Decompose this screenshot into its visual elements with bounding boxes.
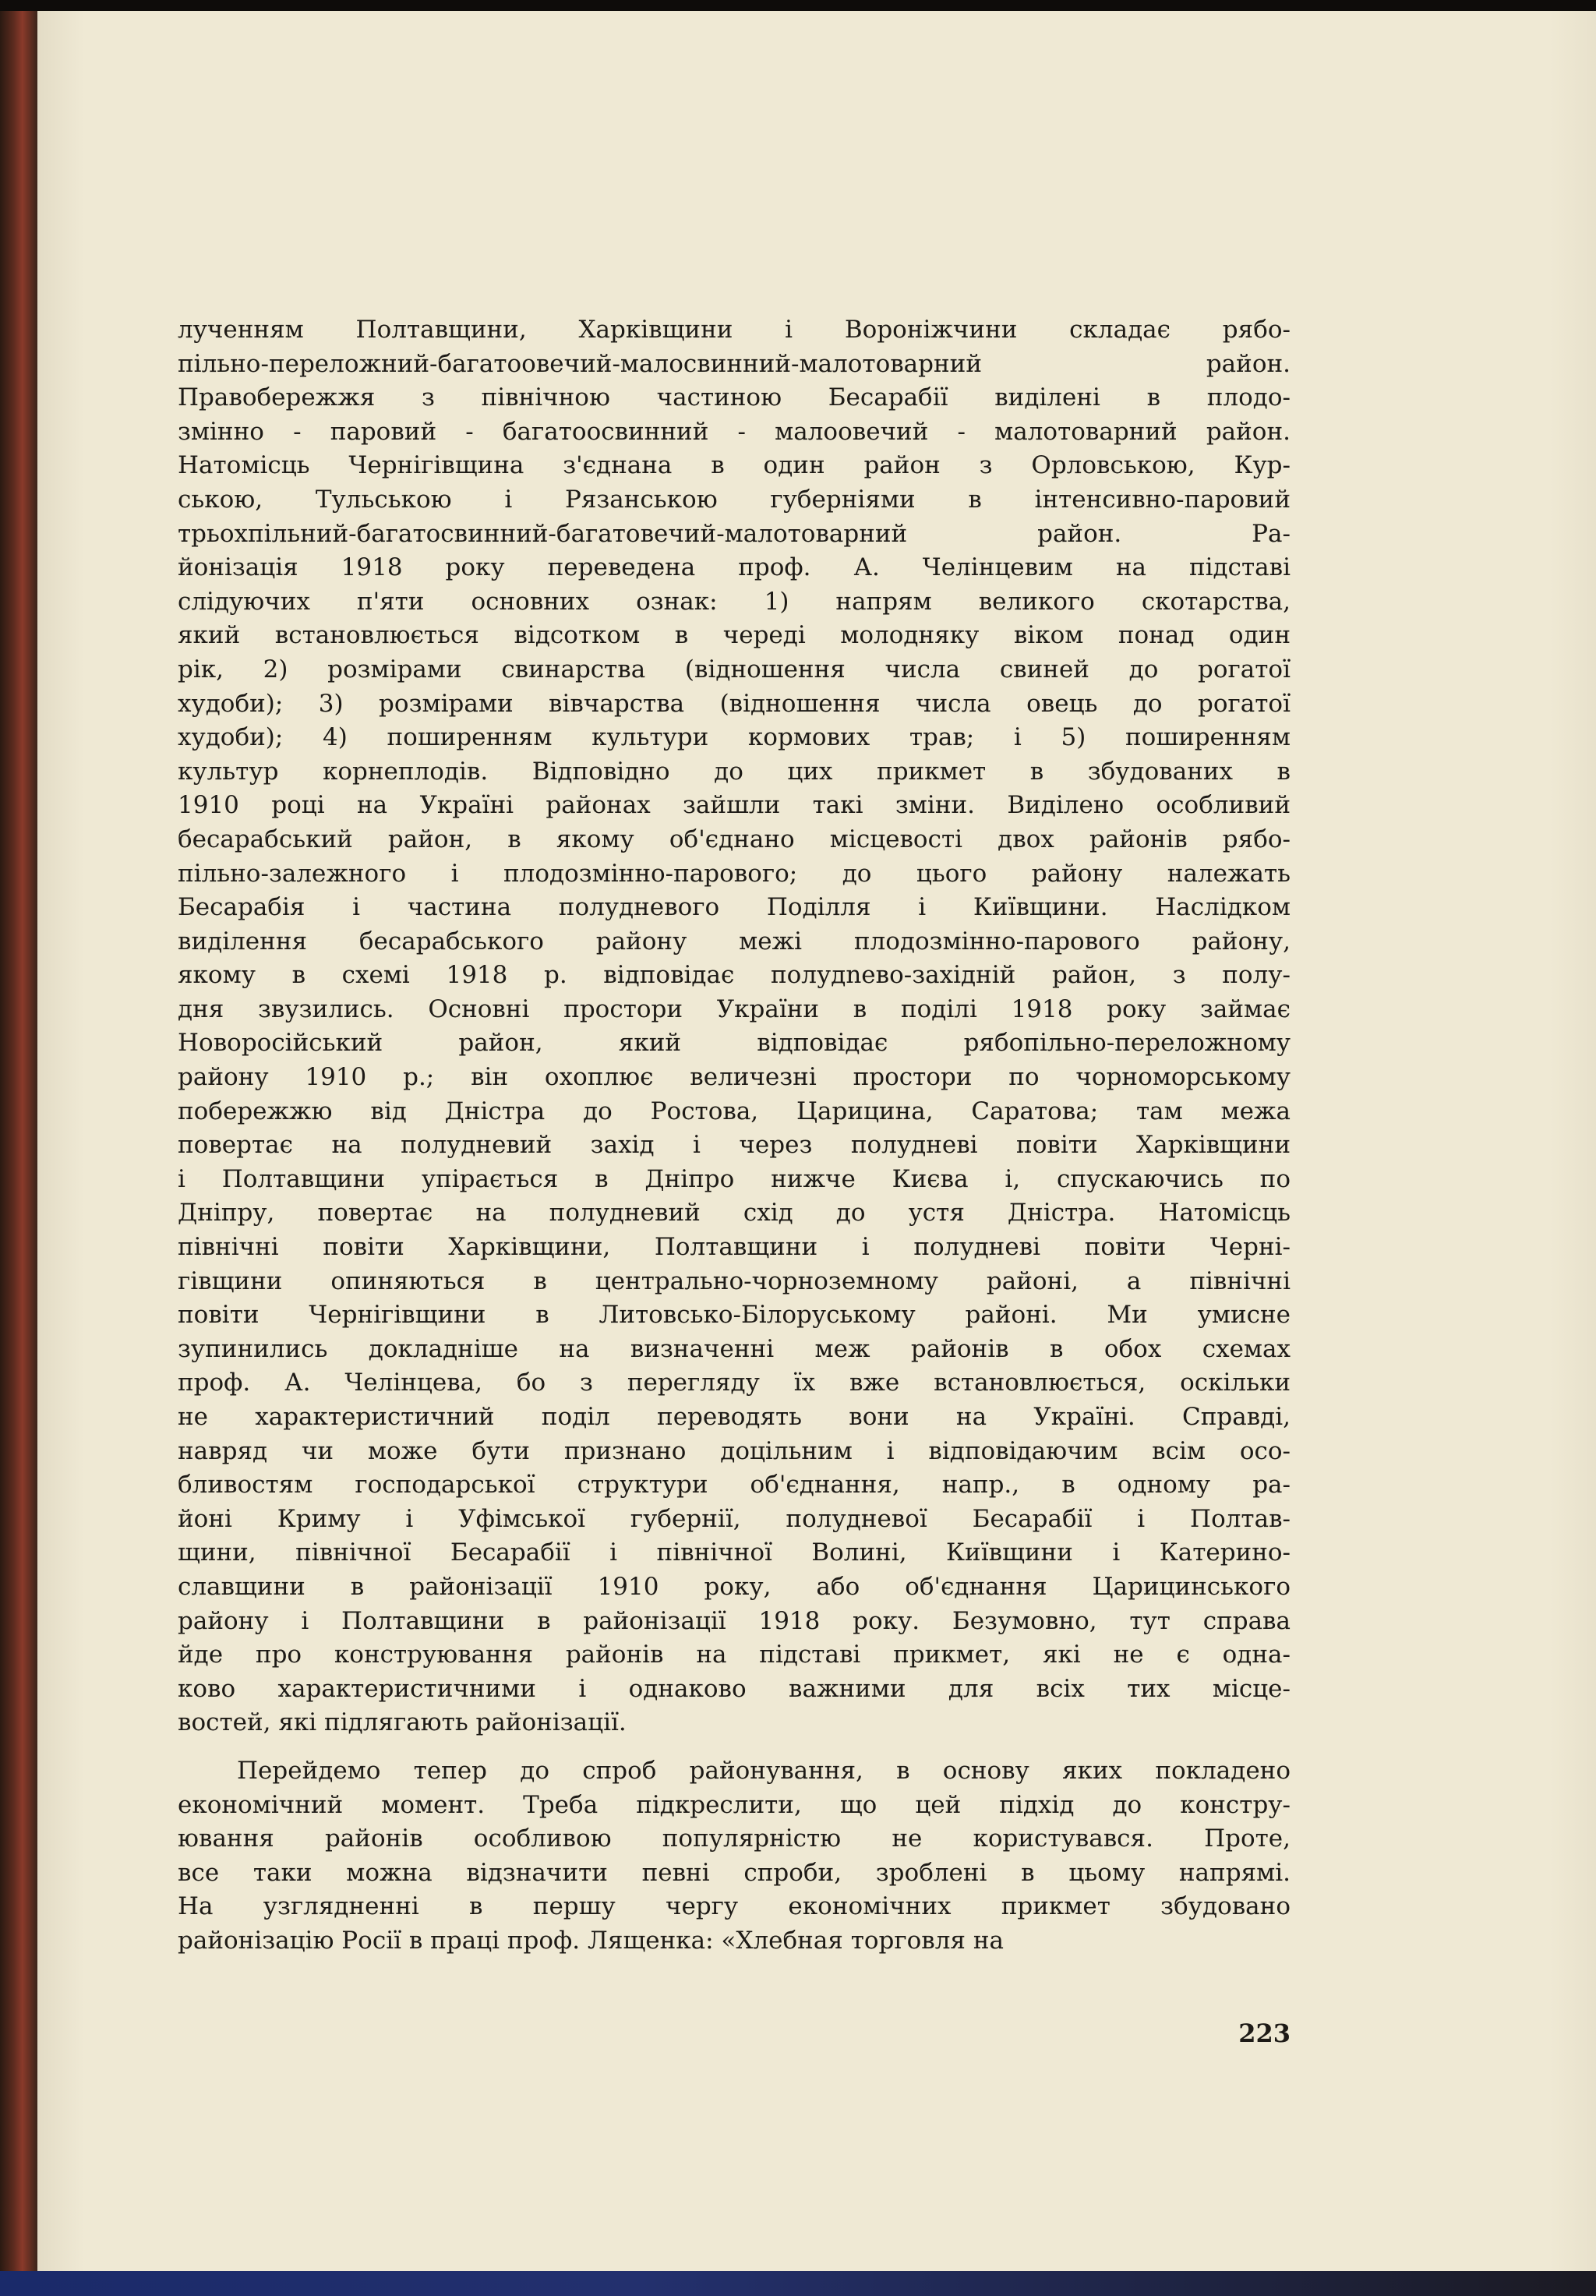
text-line: бесарабський район, в якому об'єднано місцевості двох районів рябо- xyxy=(178,825,1291,853)
text-line: району і Полтавщини в районізації 1918 року. Безумовно, тут справа xyxy=(178,1606,1291,1635)
text-line: Дніпру, повертає на полудневий схід до устя Дністра. Натомісць xyxy=(178,1199,1291,1227)
text-line: щини, північної Бесарабії і північної Волині, Київщини і Катерино- xyxy=(178,1538,1291,1567)
text-line: і Полтавщини упірається в Дніпро нижче Києва і, спускаючись по xyxy=(178,1164,1291,1193)
text-line: ково характеристичними і однаково важними для всіх тих місце- xyxy=(178,1674,1291,1703)
text-line: рік, 2) розмірами свинарства (відношення числа свиней до рогатої xyxy=(178,655,1291,684)
text-line: північні повіти Харківщини, Полтавщини і полудневі повіти Черні- xyxy=(178,1233,1291,1262)
text-line: проф. А. Челінцева, бо з перегляду їх вже встановлюється, оскільки xyxy=(178,1369,1291,1397)
scan-bottom-edge xyxy=(0,2271,1596,2296)
text-line: трьохпільний-багатосвинний-багатовечий-малотоварний район. Ра- xyxy=(178,519,1291,548)
text-line: все таки можна відзначити певні спроби, зроблені в цьому напрямі. xyxy=(178,1858,1291,1887)
text-line: славщини в районізації 1910 року, або об'єднання Царицинського xyxy=(178,1572,1291,1601)
page-number: 223 xyxy=(1238,2019,1291,2048)
text-line: якому в схемі 1918 р. відповідає полудneво-західній район, з полу- xyxy=(178,961,1291,990)
scan-top-edge xyxy=(0,0,1596,11)
text-line: Бесарабія і частина полудневого Поділля і Київщини. Наслідком xyxy=(178,893,1291,922)
text-line: повіти Чернігівщини в Литовсько-Білоруському районі. Ми умисне xyxy=(178,1301,1291,1330)
text-line: змінно - паровий - багатоосвинний - малоовечий - малотоварний район. xyxy=(178,417,1291,446)
text-line: 1910 році на Україні районах зайшли такі зміни. Виділено особливий xyxy=(178,791,1291,820)
text-line: Правобережжя з північною частиною Бесарабії виділені в плодо- xyxy=(178,383,1291,412)
text-line: який встановлюється відсотком в череді молодняку віком понад один xyxy=(178,621,1291,650)
paragraph-1 xyxy=(178,313,1291,1740)
text-line: бливостям господарської структури об'єднання, напр., в одному ра- xyxy=(178,1471,1291,1499)
text-line: худоби); 3) розмірами вівчарства (відношення числа овець до рогатої xyxy=(178,689,1291,718)
text-line: Натомісць Чернігівщина з'єднана в один район з Орловською, Кур- xyxy=(178,451,1291,480)
text-line: пільно-переложний-багатоовечий-малосвинний-малотоварний район. xyxy=(178,349,1291,378)
text-line: йоні Криму і Уфімської губернії, полудневої Бесарабії і Полтав- xyxy=(178,1504,1291,1533)
text-line: району 1910 р.; він охоплює величезні простори по чорноморському xyxy=(178,1063,1291,1092)
text-line: навряд чи може бути признано доцільним і відповідаючим всім осо- xyxy=(178,1436,1291,1465)
body-text xyxy=(178,313,1291,1959)
text-line: не характеристичний поділ переводять вони на Україні. Справді, xyxy=(178,1403,1291,1431)
text-line: Новоросійський район, який відповідає рябопільно-переложному xyxy=(178,1029,1291,1058)
text-line: побережжю від Дністра до Ростова, Царицина, Саратова; там межа xyxy=(178,1097,1291,1125)
text-line: йонізація 1918 року переведена проф. А. Челінцевим на підставі xyxy=(178,553,1291,582)
text-line: гівщини опиняються в центрально-чорноземному районі, а північні xyxy=(178,1266,1291,1295)
text-line: культур корнеплодів. Відповідно до цих прикмет в збудованих в xyxy=(178,757,1291,786)
text-line: повертає на полудневий захід і через полудневі повіти Харківщини xyxy=(178,1131,1291,1160)
text-line: зупинились докладніше на визначенні меж районів в обох схемах xyxy=(178,1334,1291,1363)
text-line: районізацію Росії в праці проф. Лященка: «Хлебная торговля на xyxy=(178,1926,1004,1955)
book-spine-edge xyxy=(0,11,37,2296)
text-line: економічний момент. Треба підкреслити, що цей підхід до констру- xyxy=(178,1790,1291,1819)
text-line: слідуючих п'яти основних ознак: 1) напрям великого скотарства, xyxy=(178,587,1291,616)
text-line: лученням Полтавщини, Харківщини і Вороніжчини складає рябо- xyxy=(178,316,1291,344)
text-line: пільно-залежного і плодозмінно-парового; до цього району належать xyxy=(178,859,1291,888)
text-line: На узглядненні в першу чергу економічних прикмет збудовано xyxy=(178,1892,1291,1921)
text-line: дня звузились. Основні простори України в поділі 1918 року займає xyxy=(178,994,1291,1023)
text-line: Перейдемо тепер до спроб районування, в основу яких покладено xyxy=(237,1756,1291,1785)
text-line: йде про конструювання районів на підставі прикмет, які не є одна- xyxy=(178,1641,1291,1669)
text-line: востей, які підлягають районізації. xyxy=(178,1708,627,1737)
paragraph-2 xyxy=(178,1754,1291,1959)
text-line: худоби); 4) поширенням культури кормових трав; і 5) поширенням xyxy=(178,723,1291,752)
text-line: ською, Тульською і Рязанською губерніями в інтенсивно-паровий xyxy=(178,485,1291,514)
text-line: виділення бесарабського району межі плодозмінно-парового району, xyxy=(178,927,1291,955)
text-line: ювання районів особливою популярністю не користувався. Проте, xyxy=(178,1824,1291,1853)
paragraph-gap xyxy=(178,1740,1291,1754)
